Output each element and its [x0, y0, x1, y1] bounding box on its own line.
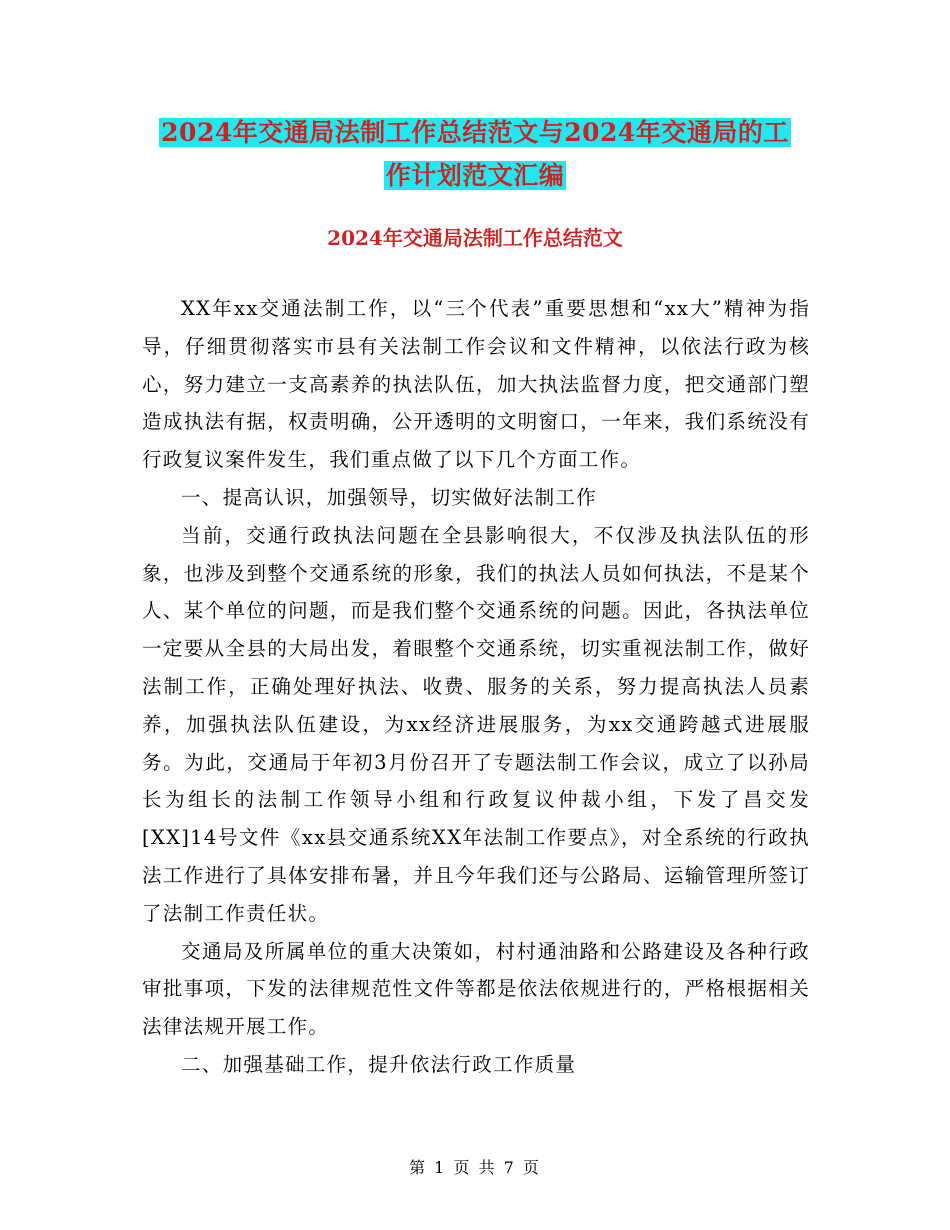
section-subtitle: 2024年交通局法制工作总结范文 — [327, 226, 623, 250]
section-heading-1: 一、提高认识，加强领导，切实做好法制工作 — [181, 485, 598, 509]
document-title-line-1 — [0, 113, 950, 149]
paragraph-decisions: 交通局及所属单位的重大决策如，村村通油路和公路建设及各种行政审批事项，下发的法律规范性文件等都是依法依规进行的，严格根据相关法律法规开展工作。 — [142, 939, 810, 1039]
document-title-line-2-text: 作计划范文汇编 — [385, 161, 565, 190]
section-heading-2: 二、加强基础工作，提升依法行政工作质量 — [181, 1052, 577, 1076]
page-number-footer: 第 1 页 共 7 页 — [409, 1158, 541, 1177]
document-title-line-2 — [0, 156, 950, 192]
paragraph-section-1: 当前，交通行政执法问题在全县影响很大，不仅涉及执法队伍的形象，也涉及到整个交通系统的形象，我们的执法人员如何执法，不是某个人、某个单位的问题，而是我们整个交通系统的问题。因此，各执法单位一定要从全县的大局出发，着眼整个交通系统，切实重视法制工作，做好法制工作，正确处理好执法、收费、服务的关系，努力提高执法人员素养，加强执法队伍建设，为xx经济进展服务，为xx交通跨越式进展服务。为此，交通局于年初3月份召开了专题法制工作会议，成立了以孙局长为组长的法制工作领导小组和行政复议仲裁小组，下发了昌交发[XX]14号文件《xx县交通系统XX年法制工作要点》，对全系统的行政执法工作进行了具体安排布暑，并且今年我们还与公路局、运输管理所签订了法制工作责任状。 — [142, 523, 810, 925]
paragraph-intro: XX年xx交通法制工作，以“三个代表”重要思想和“xx大”精神为指导，仔细贯彻落实市县有关法制工作会议和文件精神，以依法行政为核心，努力建立一支高素养的执法队伍，加大执法监督力度，把交通部门塑造成执法有据，权责明确，公开透明的文明窗口，一年来，我们系统没有行政复议案件发生，我们重点做了以下几个方面工作。 — [142, 297, 810, 472]
document-title-line-1-text: 2024年交通局法制工作总结范文与2024年交通局的工 — [161, 118, 789, 147]
document-body — [142, 290, 810, 1084]
